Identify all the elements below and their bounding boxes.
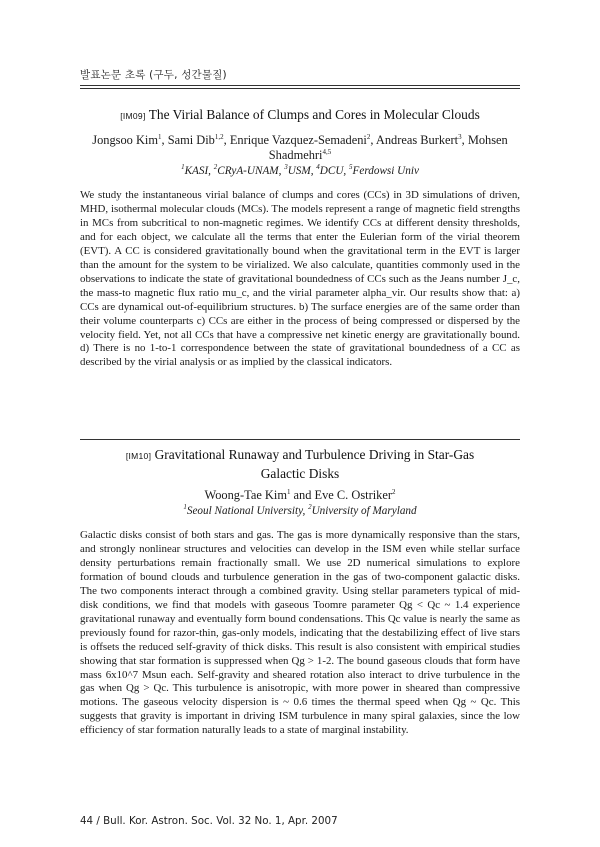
author-superscript: 4,5: [322, 148, 332, 156]
author-superscript: 1: [286, 488, 291, 496]
author-name: Enrique Vazquez-Semadeni: [229, 133, 367, 147]
author-superscript: 1,2: [214, 133, 224, 141]
affiliation-superscript: 5: [349, 163, 353, 171]
affiliation-superscript: 1: [181, 163, 185, 171]
paper2-title-line1: Gravitational Runaway and Turbulence Driving in Star-Gas: [154, 447, 475, 462]
author-name: Jongsoo Kim: [92, 133, 158, 147]
affiliation-name: Ferdowsi Univ: [352, 165, 419, 177]
paper2-abstract: Galactic disks consist of both stars and gas. The gas is more dynamically responsive than the stars, and strongly nonlinear structures and velocities can develop in the ISM even while stellar surface density perturbations remain fractionally small. We use 2D numerical simulations to explore formation of bound clouds and turbulence generation in the gas of two-component galactic disks. The two components interact through a combined gravity. Using stellar parameters typical of mid-disk conditions, we find that models with gaseous Toomre parameter Qg < Qc ~ 1.4 experience gravitational runaway and eventually form bound condensations. This Qc value is nearly the same as previously found for razor-thin, gas-only models, indicating that the destabilizing effect of live stars is offsets the reduced self-gravity of thick disks. This result is also consistent with empirical studies showing that star formation is suppressed when Qg > 1-2. The bound gaseous clouds that form have mass 6x10^7 Msun each. Self-gravity and sheared rotation also interact to drive turbulence in the gas when Qg > Qc. This turbulence is anisotropic, with more power in sheared than compressive motions. The gaseous velocity dispersion is ~ 0.6 times the thermal speed when Qg ~ Qc. This suggests that gravity is important in driving ISM turbulence in many spiral galaxies, since the low efficiency of star formation naturally leads to a state of marginal instability.: [80, 529, 520, 737]
affiliation-superscript: 1: [183, 503, 187, 511]
affiliation-name: DCU,: [319, 165, 350, 177]
paper2-title: [80, 446, 520, 482]
page-footer: 44 / Bull. Kor. Astron. Soc. Vol. 32 No. 1, Apr. 2007: [80, 815, 338, 827]
paper1-title: [80, 106, 520, 125]
header-rule: [80, 85, 520, 86]
section-divider: [80, 439, 520, 440]
paper1-affiliations: [80, 164, 520, 179]
author-superscript: 2: [366, 133, 371, 141]
author-separator: ,: [161, 133, 168, 147]
paper2-title-line2: Galactic Disks: [260, 466, 340, 481]
paper2-tag: [IM10]: [125, 451, 152, 461]
author-name: Sami Dib: [167, 133, 215, 147]
author-superscript: 3: [458, 133, 462, 141]
affiliation-superscript: 2: [308, 503, 312, 511]
affiliation-superscript: 2: [213, 163, 218, 171]
paper2-authors: [80, 488, 520, 503]
paper1-tag: [IM09]: [120, 111, 146, 121]
author-separator: ,: [461, 133, 468, 147]
author-name: Woong-Tae Kim: [204, 488, 287, 502]
author-name: Andreas Burkert: [375, 133, 459, 147]
author-separator: ,: [370, 133, 376, 147]
paper1-abstract: We study the instantaneous virial balance of clumps and cores (CCs) in 3D simulations of driven, MHD, isothermal molecular clouds (MCs). The models represent a range of magnetic field strengths in MCs from subcritical to non-magnetic regimes. We identify CCs at different density thresholds, and for each object, we calculate all the terms that enter the Eulerian form of the virial theorem (EVT). A CC is considered gravitationally bound when the gravitational term in the EVT is larger than the amount for the system to be virialized. We also calculate, quantities commonly used in the observations to indicate the state of gravitational boundedness of CCs such as the Jeans number J_c, the mass-to magnetic flux ratio mu_c, and the virial parameter alpha_vir. Our results show that: a) CCs are dynamical out-of-equilibrium structures. b) The surface energies are of the same order than their volume counterparts c) CCs are either in the process of being compressed or dispersed by the velocity field. Yet, not all CCs that have a compressive net kinetic energy are gravitationally bound. d) There is no 1-to-1 correspondence between the state of gravitational boundedness of a CC as described by the virial analysis or as implied by the classical indicators.: [80, 189, 520, 369]
paper1-title-text: The Virial Balance of Clumps and Cores in Molecular Clouds: [148, 107, 480, 122]
affiliation-name: USM,: [287, 165, 317, 177]
affiliation-superscript: 3: [284, 163, 288, 171]
paper2-affiliations: [80, 504, 520, 519]
author-name: Mohsen Shadmehri: [268, 133, 508, 162]
paper1-authors: [80, 133, 520, 163]
running-header: 발표논문 초록 (구두, 성간물질): [80, 69, 227, 81]
author-superscript: 2: [391, 488, 396, 496]
author-separator: and: [290, 488, 315, 502]
affiliation-name: Seoul National University,: [186, 505, 309, 517]
affiliation-name: University of Maryland: [311, 505, 417, 517]
affiliation-name: CRyA-UNAM,: [217, 165, 285, 177]
affiliation-name: KASI,: [184, 165, 214, 177]
author-separator: ,: [223, 133, 230, 147]
author-superscript: 1: [158, 133, 162, 141]
affiliation-superscript: 4: [316, 163, 320, 171]
author-name: Eve C. Ostriker: [314, 488, 392, 502]
